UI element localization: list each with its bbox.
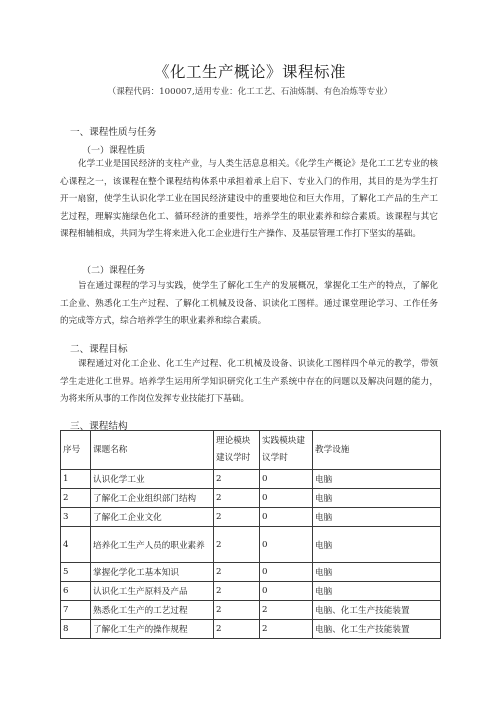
section-1-2-heading: （二）课程任务	[82, 266, 146, 276]
cell-facilities: 电脑	[313, 563, 441, 582]
cell-theory-hours: 2	[214, 582, 260, 601]
table-header-row	[61, 431, 441, 470]
header-facilities: 教学设施	[313, 431, 441, 470]
course-code-subtitle: （课程代码：100007,适用专业：化工工艺、石油炼制、有色冶炼等专业）	[107, 87, 393, 97]
cell-facilities: 电脑	[313, 489, 441, 508]
section-1-1-text: 化学工业是国民经济的支柱产业，与人类生活息息相关。《化学生产概论》是化工工艺专业的核心课程之一，该课程在整个课程结构体系中承担着承上启下、专业入门的作用，其目的是为学生打开一扇窗，使学生认识化学工业在国民经济建设中的重要地位和巨大作用，了解化工产品的生产工艺过程，理解实施绿色化工、循环经济的重要性，培养学生的职业素养和综合素质。该课程与其它课程相辅相成，共同为学生将来进入化工企业进行生产操作、及基层管理工作打下坚实的基础。	[60, 159, 438, 239]
table-row	[61, 489, 441, 508]
table-row	[61, 470, 441, 489]
section-1-1-heading: （一）课程性质	[82, 146, 146, 156]
cell-topic: 认识化学工业	[91, 470, 214, 489]
cell-practice-hours: 0	[260, 470, 313, 489]
cell-index: 8	[61, 620, 91, 639]
cell-theory-hours: 2	[214, 563, 260, 582]
cell-index: 1	[61, 470, 91, 489]
page-title: 《化工生产概论》课程标准	[153, 63, 346, 81]
cell-practice-hours: 2	[260, 620, 313, 639]
section-2-text: 课程通过对化工企业、化工生产过程、化工机械及设备、识读化工图样四个单元的教学，带领学生走进化工世界。培养学生运用所学知识研究化工生产系统中存在的问题以及解决问题的能力，为将来所从事的工作岗位发挥专业技能打下基础。	[60, 359, 438, 404]
cell-topic: 了解化工企业组织部门结构	[91, 489, 214, 508]
cell-facilities: 电脑	[313, 508, 441, 527]
table-row	[61, 601, 441, 620]
cell-practice-hours: 0	[260, 527, 313, 563]
cell-theory-hours: 2	[214, 527, 260, 563]
table-row	[61, 620, 441, 639]
cell-topic: 认识化工生产原料及产品	[91, 582, 214, 601]
cell-practice-hours: 0	[260, 563, 313, 582]
cell-index: 7	[61, 601, 91, 620]
header-theory-hours: 理论模块建议学时	[214, 431, 260, 470]
table-row	[61, 527, 441, 563]
cell-theory-hours: 2	[214, 508, 260, 527]
section-3-heading: 三、课程结构	[70, 421, 128, 432]
cell-index: 2	[61, 489, 91, 508]
cell-facilities: 电脑	[313, 470, 441, 489]
cell-topic: 了解化工生产的操作规程	[91, 620, 214, 639]
cell-practice-hours: 0	[260, 508, 313, 527]
course-structure-table	[60, 430, 441, 639]
cell-index: 5	[61, 563, 91, 582]
cell-topic: 熟悉化工生产的工艺过程	[91, 601, 214, 620]
section-1-2-text: 旨在通过课程的学习与实践，使学生了解化工生产的发展概况，掌握化工生产的特点，了解化工企业、熟悉化工生产过程、了解化工机械及设备、识读化工图样。通过课堂理论学习、工作任务的完成等方式，综合培养学生的职业素养和综合素质。	[60, 281, 438, 326]
header-topic: 课题名称	[91, 431, 214, 470]
cell-practice-hours: 2	[260, 601, 313, 620]
cell-topic: 培养化工生产人员的职业素养	[91, 527, 214, 563]
cell-practice-hours: 0	[260, 489, 313, 508]
header-index: 序号	[61, 431, 91, 470]
cell-theory-hours: 2	[214, 620, 260, 639]
cell-facilities: 电脑	[313, 582, 441, 601]
section-1-heading: 一、课程性质与任务	[70, 127, 157, 138]
table-row	[61, 563, 441, 582]
cell-topic: 了解化工企业文化	[91, 508, 214, 527]
cell-topic: 掌握化学化工基本知识	[91, 563, 214, 582]
cell-facilities: 电脑	[313, 527, 441, 563]
cell-practice-hours: 0	[260, 582, 313, 601]
header-practice-hours: 实践模块建议学时	[260, 431, 313, 470]
cell-theory-hours: 2	[214, 601, 260, 620]
cell-theory-hours: 2	[214, 489, 260, 508]
cell-index: 4	[61, 527, 91, 563]
table-row	[61, 508, 441, 527]
cell-facilities: 电脑、化工生产技能装置	[313, 601, 441, 620]
cell-index: 6	[61, 582, 91, 601]
cell-theory-hours: 2	[214, 470, 260, 489]
cell-facilities: 电脑、化工生产技能装置	[313, 620, 441, 639]
section-2-heading: 二、课程目标	[70, 344, 128, 355]
table-row	[61, 582, 441, 601]
cell-index: 3	[61, 508, 91, 527]
